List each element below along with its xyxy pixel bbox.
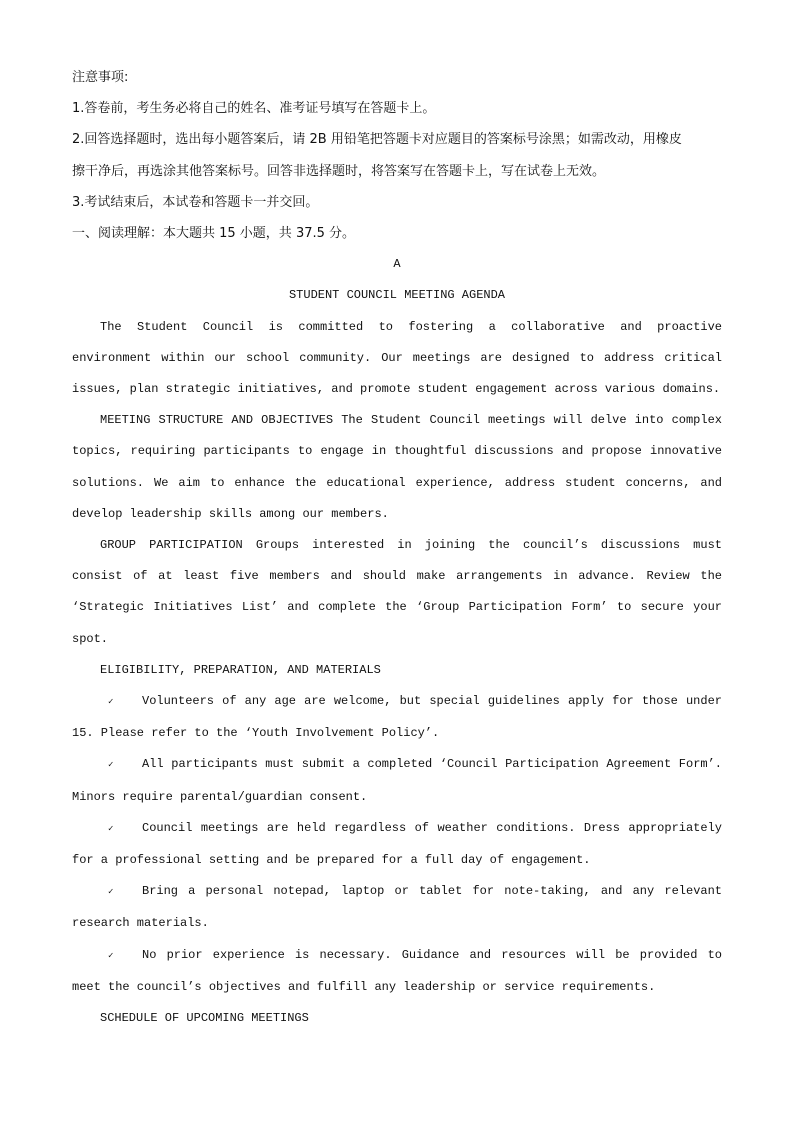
check-icon: ✓ [108,823,114,834]
check-icon: ✓ [108,760,114,771]
bullet-item-3 [72,813,722,876]
eligibility-heading: ELIGIBILITY, PREPARATION, AND MATERIALS [100,662,381,677]
schedule-heading: SCHEDULE OF UPCOMING MEETINGS [100,1011,309,1026]
passage-label: A [393,257,401,272]
bullet-text: All participants must submit a completed ‘Council Participation Agreement Form’. Minors require parental/guardian consent. [72,757,722,804]
bullet-item-1 [72,686,722,749]
notice-section [72,62,722,249]
notice-item-1: 1.答卷前，考生务必将自己的姓名、准考证号填写在答题卡上。 [72,101,436,117]
notice-item-3: 3.考试结束后，本试卷和答题卡一并交回。 [72,194,319,210]
notice-item-2: 2.回答选择题时，选出每小题答案后，请 2B 用铅笔把答题卡对应题目的答案标号涂黑；如需改动，用橡皮 [72,132,682,148]
bullet-text: Council meetings are held regardless of weather conditions. Dress appropriately for a professional setting and be prepared for a full day of engagement. [72,820,722,868]
check-icon: ✓ [108,950,114,961]
exam-page [72,62,722,1034]
group-paragraph: GROUP PARTICIPATION Groups interested in joining the council’s discussions must consist of at least five members and should make arrangements in advance. Review the ‘Strategic Initiatives List’ and complete the ‘Group Participation Form’ to secure your spot. [72,538,722,646]
bullet-text: Volunteers of any age are welcome, but special guidelines apply for those under 15. Please refer to the ‘Youth Involvement Policy’. [72,694,722,741]
check-icon: ✓ [108,887,114,898]
passage-a [72,249,722,1034]
intro-paragraph: The Student Council is committed to fostering a collaborative and proactive environment within our school community. Our meetings are designed to address critical issues, plan strategic initiatives, and promote student engagement across various domains. [72,319,722,397]
bullet-text: Bring a personal notepad, laptop or tablet for note-taking, and any relevant research materials. [72,884,722,931]
check-icon: ✓ [108,697,114,708]
notice-title: 注意事项: [72,70,129,85]
bullet-item-2 [72,749,722,812]
bullet-text: No prior experience is necessary. Guidance and resources will be provided to meet the council’s objectives and fulfill any leadership or service requirements. [72,947,722,994]
structure-paragraph: MEETING STRUCTURE AND OBJECTIVES The Student Council meetings will delve into complex topics, requiring participants to engage in thoughtful discussions and propose innovative solutions. We aim to enhance the educational experience, address student concerns, and develop leadership skills among our members. [72,413,722,521]
bullet-item-4 [72,876,722,939]
section-heading: 一、阅读理解：本大题共 15 小题，共 37.5 分。 [72,226,356,242]
bullet-item-5 [72,940,722,1003]
notice-item-2-continued: 擦干净后，再选涂其他答案标号。回答非选择题时，将答案写在答题卡上，写在试卷上无效。 [72,163,606,179]
passage-title: STUDENT COUNCIL MEETING AGENDA [288,288,506,303]
